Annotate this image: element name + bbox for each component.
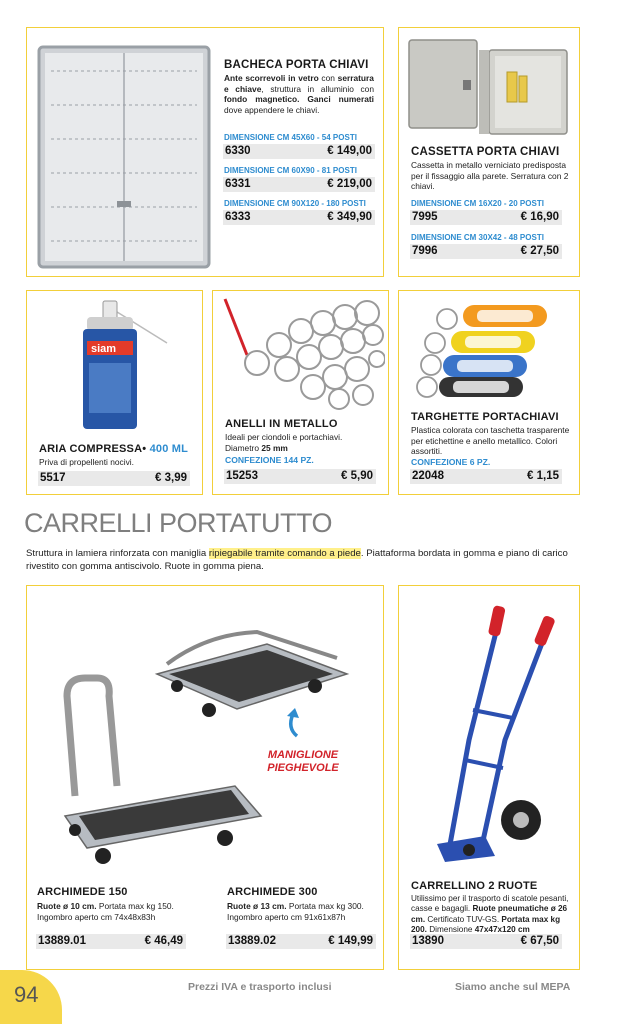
product-price: € 1,15 [527,470,559,482]
targhette-row [410,469,562,484]
archimede300-spec: Ruote ø 13 cm. Portata max kg 300. [227,901,364,911]
bacheca-dim-2: DIMENSIONE CM 60X90 - 81 POSTI [224,166,357,175]
anelli-row [224,469,376,484]
product-price: € 46,49 [144,935,183,947]
product-price: € 27,50 [520,245,559,257]
bacheca-title: BACHECA PORTA CHIAVI [224,59,369,71]
trolley-open-image [35,666,265,866]
cassetta-title: CASSETTA PORTA CHIAVI [411,146,560,158]
carrellino-box [398,585,580,970]
targhette-title: TARGHETTE PORTACHIAVI [411,411,559,423]
product-price: € 67,50 [520,935,559,947]
rings-image [217,295,385,413]
arrow-up-icon [283,708,305,738]
callout-label: MANIGLIONE PIEGHEVOLE [267,749,339,774]
product-price: € 3,99 [155,472,187,484]
bacheca-image [37,45,212,270]
targhette-box [398,290,580,495]
bacheca-row-1 [223,144,375,159]
product-code: 5517 [40,472,66,484]
aria-row [38,471,190,486]
archimede150-spec: Ruote ø 10 cm. Portata max kg 150. [37,901,174,911]
anelli-diam: Diametro 25 mm [225,443,288,453]
keytags-image [407,295,573,400]
bacheca-dim-1: DIMENSIONE CM 45X60 - 54 POSTI [224,133,357,142]
product-price: € 16,90 [520,211,559,223]
product-code: 13889.02 [228,935,276,947]
section-intro: Struttura in lamiera rinforzata con maniglia ripiegabile tramite comando a piede. Piattaforma bordata in gomma e piano di carico rivestito con gomma antiscivolo. Ruote in gomma piena. [26,548,568,572]
bacheca-box [26,27,384,277]
product-code: 13890 [412,935,444,947]
bacheca-desc: Ante scorrevoli in vetro con serratura e chiave, struttura in alluminio con fondo magnetico. Ganci numerati dove appendere le chiavi. [224,73,374,115]
product-price: € 5,90 [341,470,373,482]
section-title: CARRELLI PORTATUTTO [24,508,333,538]
cassetta-row-2 [410,244,562,259]
anelli-box [212,290,389,495]
archimede300-size: Ingombro aperto cm 91x61x87h [227,912,346,922]
hand-truck-image [429,600,559,870]
archimede150-size: Ingombro aperto cm 74x48x83h [37,912,156,922]
aria-title: ARIA COMPRESSA• 400 ML [39,443,189,455]
product-code: 7996 [412,245,438,257]
footer-right-text: Siamo anche sul MEPA [455,981,571,993]
carrellino-title: CARRELLINO 2 RUOTE [411,880,538,892]
bacheca-dim-3: DIMENSIONE CM 90X120 - 180 POSTI [224,199,366,208]
product-code: 15253 [226,470,258,482]
product-price: € 149,99 [328,935,373,947]
cassetta-dim-2: DIMENSIONE CM 30X42 - 48 POSTI [411,233,544,242]
carrellino-desc: Utilissimo per il trasporto di scatole pesanti, casse e bagagli. Ruote pneumatiche ø 26 cm. Certificato TUV-GS. Portata max kg 200. Dimensione 47x47x120 cm [411,894,569,934]
product-price: € 219,00 [327,178,372,190]
cassetta-desc: Cassetta in metallo verniciato predisposta per il fissaggio alla parete. Serratura con 2 chiavi. [411,160,569,191]
product-code: 6333 [225,211,251,223]
archimede150-title: ARCHIMEDE 150 [37,886,128,898]
spray-can-image [67,297,177,432]
product-code: 22048 [412,470,444,482]
product-price: € 149,00 [327,145,372,157]
svg-text:siam: siam [91,343,117,355]
anelli-pack: CONFEZIONE 144 PZ. [225,455,314,465]
footer-center-text: Prezzi IVA e trasporto inclusi [188,981,332,993]
anelli-desc: Ideali per ciondoli e portachiavi. [225,432,343,442]
carrellino-row [410,934,562,949]
bacheca-row-3 [223,210,375,225]
product-code: 6331 [225,178,251,190]
anelli-title: ANELLI IN METALLO [225,418,338,430]
cassetta-row-1 [410,210,562,225]
cassetta-dim-1: DIMENSIONE CM 16X20 - 20 POSTI [411,199,544,208]
bacheca-row-2 [223,177,375,192]
product-code: 6330 [225,145,251,157]
product-price: € 349,90 [327,211,372,223]
product-code: 13889.01 [38,935,86,947]
targhette-pack: CONFEZIONE 6 PZ. [411,457,491,467]
aria-desc: Priva di propellenti nocivi. [39,457,134,467]
archimede-box [26,585,384,970]
cassetta-image [407,36,573,136]
archimede300-row [226,934,376,949]
targhette-desc: Plastica colorata con taschetta trasparente per etichettine e anello metallico. Colori assortiti. [411,425,570,456]
product-code: 7995 [412,211,438,223]
cassetta-box [398,27,580,277]
page-number: 94 [14,982,39,1007]
archimede300-title: ARCHIMEDE 300 [227,886,318,898]
archimede150-row [36,934,186,949]
aria-box [26,290,203,495]
